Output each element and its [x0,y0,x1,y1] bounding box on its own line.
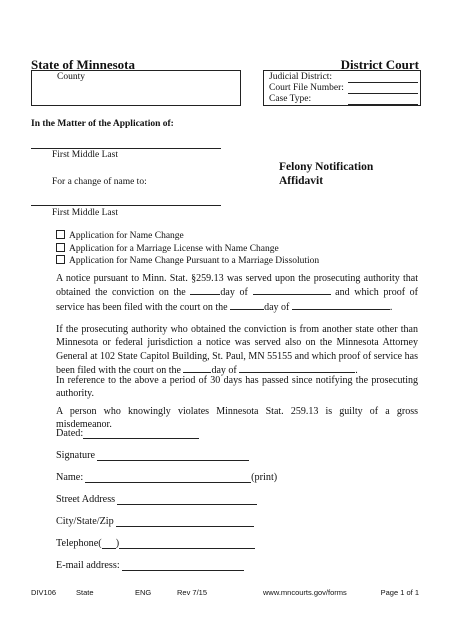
street-line[interactable] [117,494,257,505]
paren-open: ( [98,538,102,549]
signature-line[interactable] [97,450,249,461]
name-label: Name: [56,472,84,483]
p2-blank-month[interactable] [239,363,355,373]
email-line[interactable] [122,560,244,571]
dated-field [56,428,199,439]
p1-text-c: and which proof of service has been filed with the court on the [56,287,419,313]
state-heading: State of Minnesota [31,57,135,72]
case-info-box [263,70,421,106]
telephone-line[interactable] [119,538,255,549]
paren-close: ) [115,538,120,549]
footer-lang: ENG [135,588,152,597]
footer-page: Page 1 of 1 [380,588,419,597]
city-label: City/State/Zip [56,516,114,527]
telephone-label: Telephone [56,538,99,549]
footer-rev: Rev 7/15 [177,588,208,597]
city-line[interactable] [116,516,254,527]
option-name-change[interactable] [56,230,319,243]
checkbox[interactable] [56,255,65,264]
p2-text-a: If the prosecuting authority who obtained the conviction is from another state other than Minnesota or federal jurisdiction a notice was served also on the Minnesota Attorney General at 102 State Capitol Building, St. Paul, MN 55155 and which proof of service has been filed with the court on the [56,324,418,376]
misdemeanor-paragraph: A person who knowingly violates Minnesota Stat. 259.13 is guilty of a gross misdemeanor. [56,406,418,431]
p1-text-d: day of [264,301,290,313]
judicial-district-line[interactable] [348,82,418,83]
footer-form-id: DIV106 [31,588,57,597]
applicant-name-caption: First Middle Last [52,150,118,160]
option-label: Application for Name Change Pursuant to a Marriage Dissolution [69,256,320,266]
dated-line[interactable] [83,428,199,439]
p1-blank-day[interactable] [190,285,220,295]
option-label: Application for a Marriage License with Name Change [69,243,279,254]
street-label: Street Address [56,494,116,505]
new-name-caption: First Middle Last [52,208,118,218]
email-label: E-mail address: [56,560,120,571]
county-label: County [57,72,85,82]
signature-label: Signature [56,450,96,461]
p2-blank-day[interactable] [183,363,211,373]
applicant-name-line[interactable] [31,148,221,149]
email-field [56,560,244,571]
checkbox[interactable] [56,243,65,252]
county-box[interactable] [31,70,241,106]
p1-blank-month2[interactable] [292,300,390,310]
name-line[interactable] [85,472,251,483]
judicial-district-label: Judicial District: [269,72,333,82]
application-options [56,230,319,268]
option-label: Application for Name Change [69,231,184,241]
name-field [56,472,277,483]
telephone-field [56,538,255,549]
attorney-general-paragraph: If the prosecuting authority who obtained the conviction is from another state other than Minnesota or federal jurisdiction a notice was served also on the Minnesota Attorney General at 102 State Capitol Building, St. Paul, MN 55155 and which proof of service has been filed with the court on the day of . [56,324,418,376]
option-marriage-license[interactable] [56,243,319,256]
p1-text-b: day of [220,287,248,299]
p1-blank-day2[interactable] [230,300,264,310]
p1-blank-month[interactable] [253,285,331,295]
form-title-line2: Affidavit [279,175,324,187]
matter-heading: In the Matter of the Application of: [31,119,174,129]
dated-label: Dated: [56,428,84,439]
option-dissolution[interactable] [56,255,319,268]
checkbox[interactable] [56,230,65,239]
footer-url[interactable]: www.mncourts.gov/forms [263,588,347,597]
area-code-line[interactable] [102,538,116,549]
case-type-line[interactable] [348,104,418,105]
court-heading: District Court [340,57,419,72]
signature-field [56,450,249,461]
court-file-number-label: Court File Number: [269,83,344,93]
waiting-period-paragraph: In reference to the above a period of 30 days has passed since notifying the prosecuting authority. [56,375,418,400]
city-state-zip-field [56,516,254,527]
court-file-number-line[interactable] [348,93,418,94]
print-label: (print) [251,472,278,483]
form-title-line1: Felony Notification [279,161,374,173]
footer-state: State [76,588,94,597]
form-title [279,160,373,188]
case-type-label: Case Type: [269,94,312,104]
street-address-field [56,494,257,505]
p2-text-b: day of [211,364,237,376]
notice-paragraph: A notice pursuant to Minn. Stat. §259.13 was served upon the prosecuting authority that obtained the conviction on the day of and which proof of service has been filed with the court on the day of . [56,273,419,313]
p1-text-a: A notice pursuant to Minn. Stat. §259.13 was served upon the prosecuting authority that obtained the conviction on the [56,273,418,299]
change-to-label: For a change of name to: [52,177,147,187]
new-name-line[interactable] [31,205,221,206]
